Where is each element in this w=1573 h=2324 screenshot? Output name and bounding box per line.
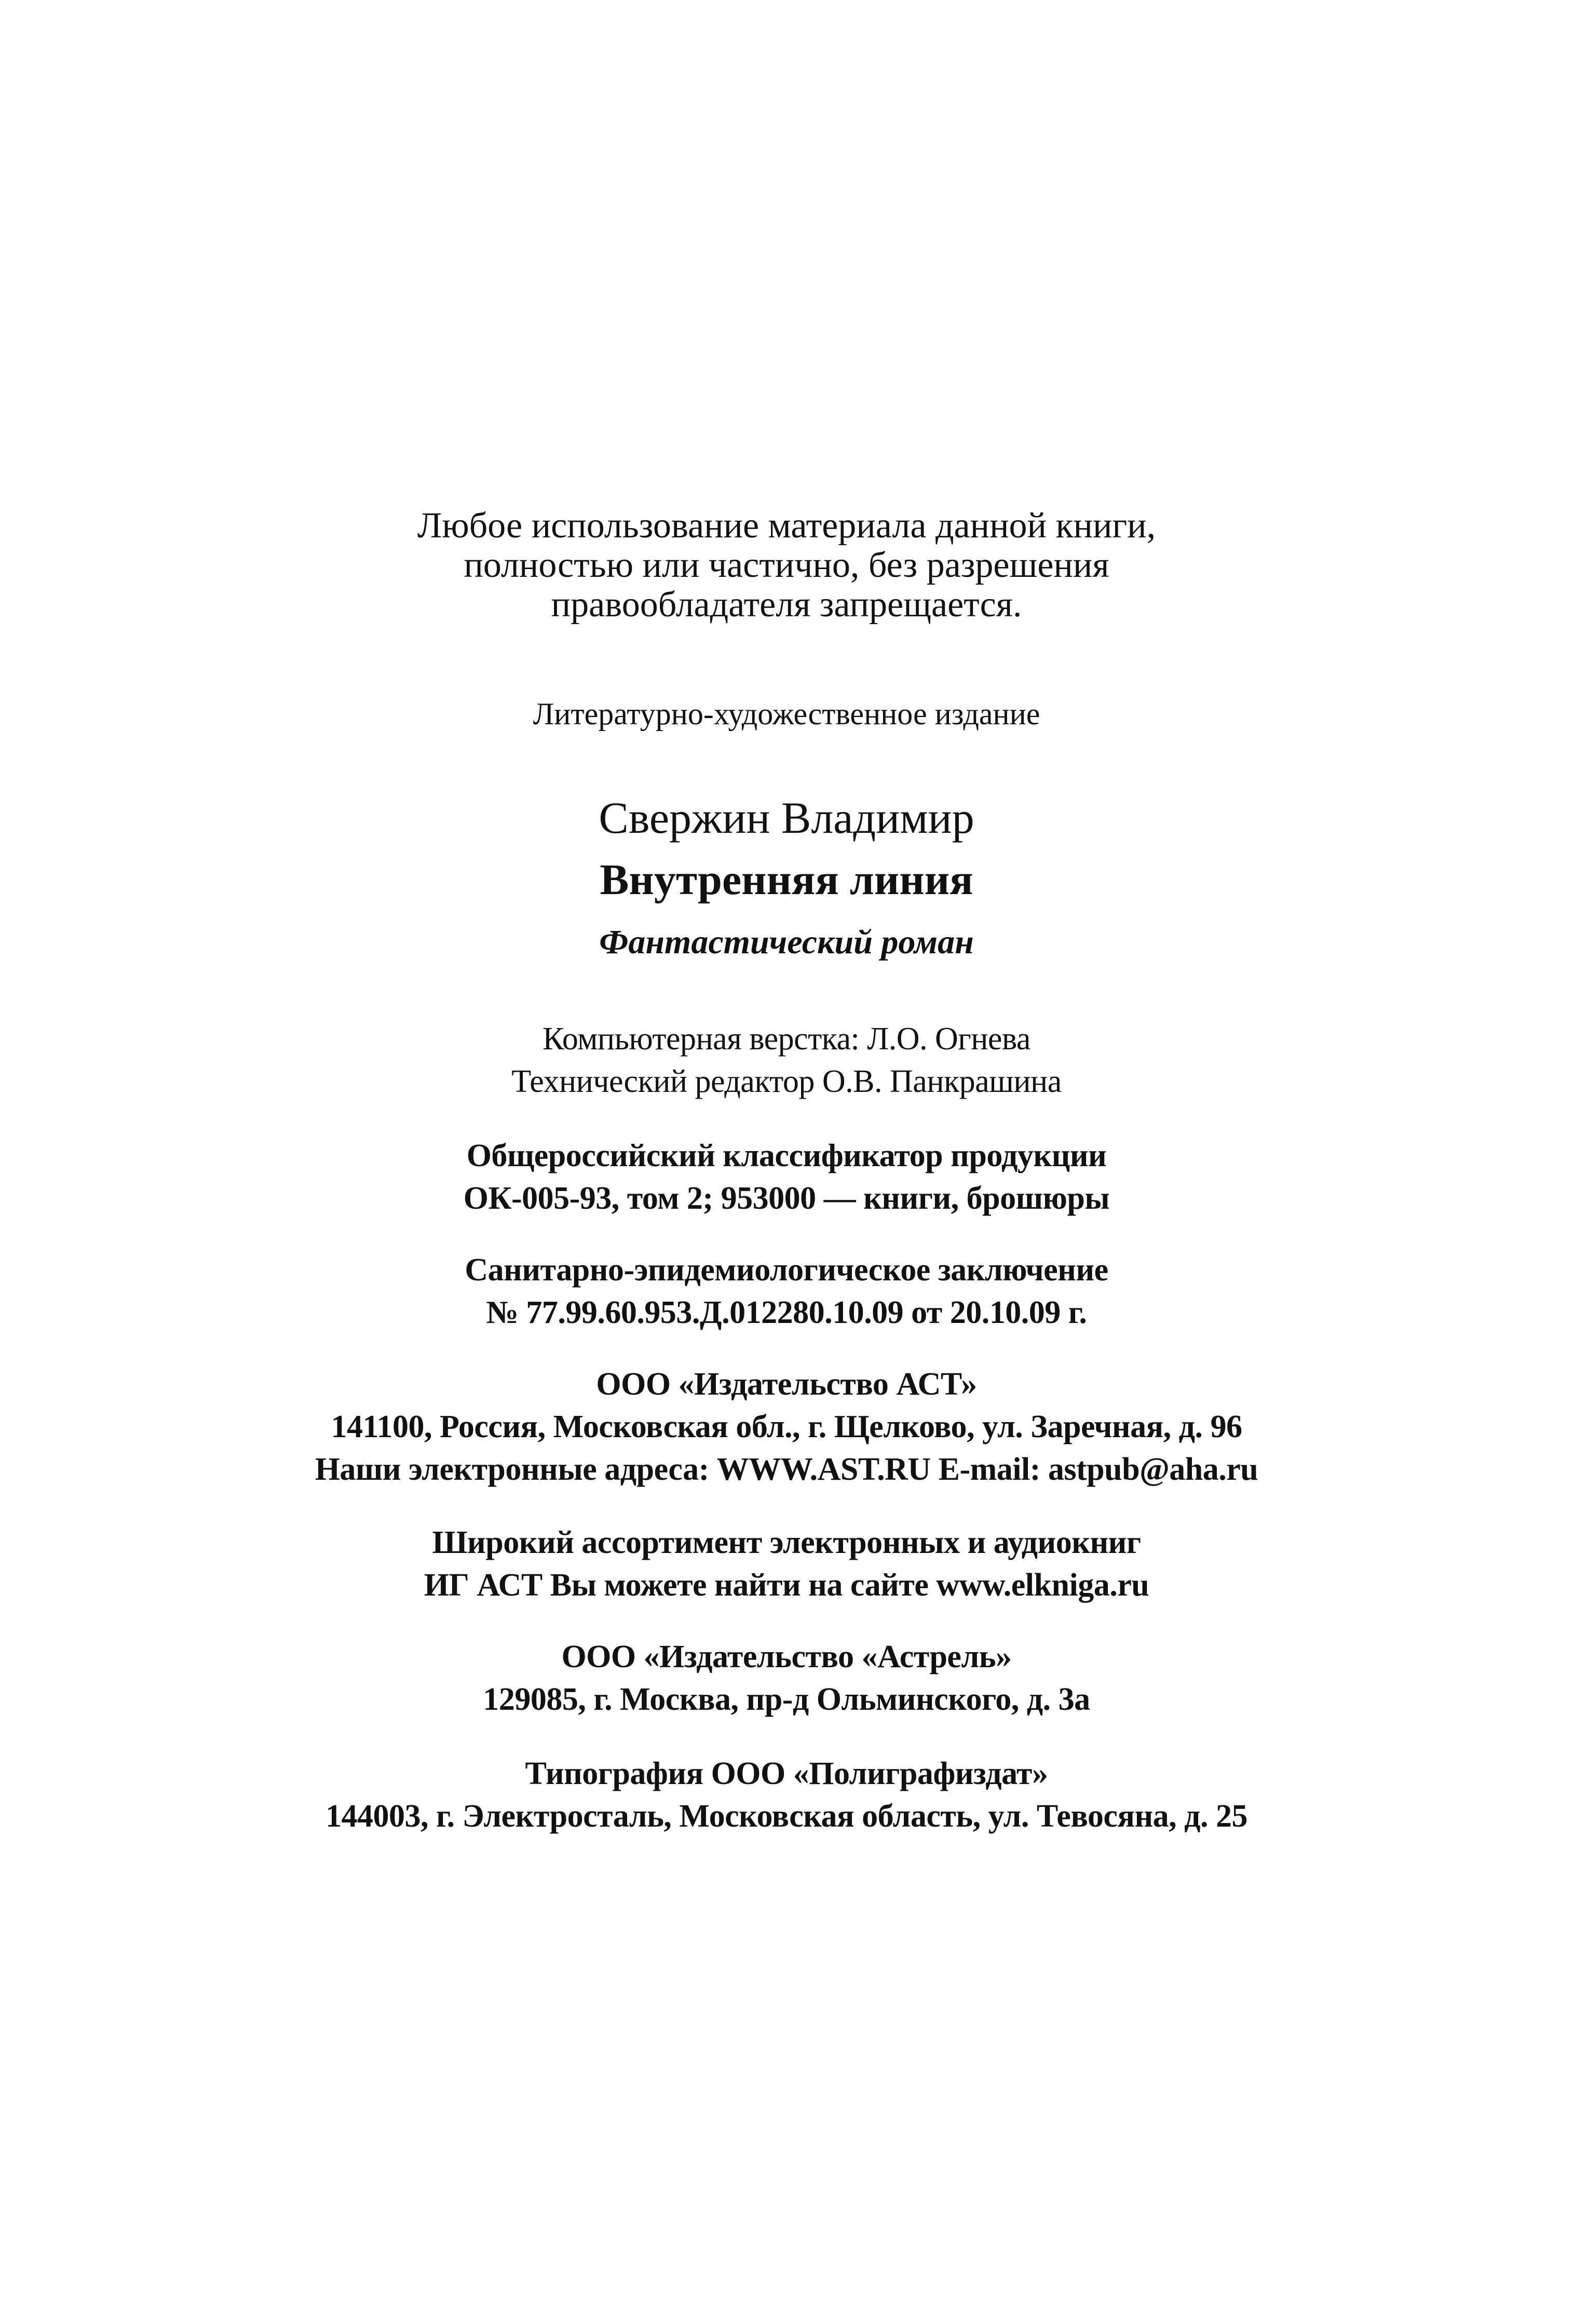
sanitary-line: Санитарно-эпидемиологическое заключение — [465, 1252, 1108, 1288]
book-genre — [0, 919, 1573, 966]
publisher-name: ООО «Издательство АСТ» — [596, 1367, 977, 1402]
edition-type-text: Литературно-художественное издание — [533, 697, 1040, 731]
author-name: Свержин Владимир — [599, 793, 974, 843]
layout-credit: Компьютерная верстка: Л.О. Огнева — [543, 1021, 1030, 1057]
copyright-line: полностью или частично, без разрешения — [464, 545, 1109, 585]
printing-house — [0, 1752, 1573, 1837]
book-author — [0, 789, 1573, 846]
astrel-name: ООО «Издательство «Астрель» — [561, 1639, 1012, 1674]
printer-name: Типография ООО «Полиграфиздат» — [525, 1756, 1048, 1791]
tech-editor-credit: Технический редактор О.В. Панкрашина — [511, 1064, 1062, 1099]
ebooks-notice — [0, 1521, 1573, 1606]
genre-text: Фантастический роман — [599, 923, 974, 961]
book-title — [0, 852, 1573, 909]
title-text: Внутренняя линия — [600, 856, 973, 904]
classifier-line: ОК-005-93, том 2; 953000 — книги, брошюры — [463, 1181, 1110, 1216]
printer-address: 144003, г. Электросталь, Московская область, ул. Тевосяна, д. 25 — [325, 1799, 1248, 1834]
copyright-notice — [0, 506, 1573, 625]
product-classifier — [0, 1134, 1573, 1220]
publisher-address: 141100, Россия, Московская обл., г. Щелково, ул. Заречная, д. 96 — [331, 1409, 1242, 1444]
sanitary-conclusion — [0, 1249, 1573, 1334]
ebooks-line: ИГ АСТ Вы можете найти на сайте www.elkniga.ru — [424, 1568, 1149, 1603]
copyright-line: правообладателя запрещается. — [551, 585, 1022, 625]
publisher-astrel — [0, 1636, 1573, 1721]
classifier-line: Общероссийский классификатор продукции — [466, 1138, 1107, 1173]
sanitary-line: № 77.99.60.953.Д.012280.10.09 от 20.10.09 г. — [486, 1295, 1087, 1330]
publisher-web: Наши электронные адреса: WWW.AST.RU E-mail: astpub@aha.ru — [315, 1452, 1258, 1487]
astrel-address: 129085, г. Москва, пр-д Ольминского, д. 3а — [483, 1682, 1090, 1717]
publisher-ast — [0, 1363, 1573, 1491]
edition-type — [0, 693, 1573, 735]
ebooks-line: Широкий ассортимент электронных и аудиокниг — [432, 1525, 1141, 1560]
copyright-line: Любое использование материала данной книги, — [417, 506, 1156, 546]
production-credits — [0, 1018, 1573, 1103]
